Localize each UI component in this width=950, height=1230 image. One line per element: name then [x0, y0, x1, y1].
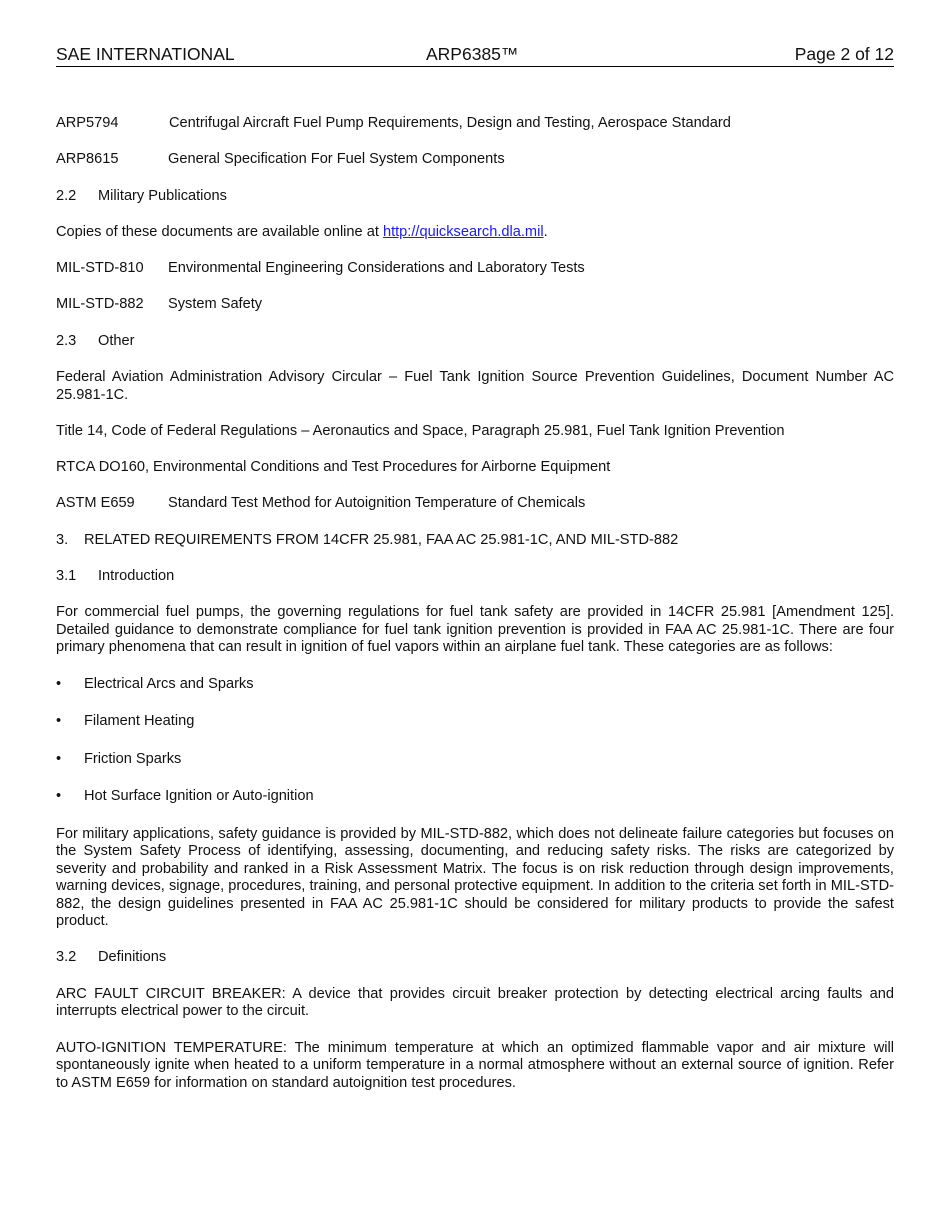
section-title: Introduction: [98, 568, 175, 585]
header-page-number: Page 2 of 12: [794, 44, 894, 64]
copies-prefix: Copies of these documents are available online at: [56, 223, 383, 240]
section-title: Military Publications: [98, 187, 227, 204]
reference-astm-e659: [56, 495, 894, 513]
reference-faa-advisory-circular: Federal Aviation Administration Advisory Circular – Fuel Tank Ignition Source Prevention Guidelines, Document Number AC 25.981-1C.: [56, 369, 894, 403]
reference-description: General Specification For Fuel System Components: [168, 151, 505, 168]
list-item: [56, 788, 894, 806]
section-heading-2-2: [56, 188, 894, 206]
list-item-text: Filament Heating: [84, 713, 195, 730]
reference-description: Centrifugal Aircraft Fuel Pump Requirements, Design and Testing, Aerospace Standard: [169, 115, 731, 131]
bullet-icon: •: [56, 750, 62, 767]
list-item: [56, 751, 894, 769]
section-heading-3-1: [56, 568, 894, 586]
military-applications-paragraph: For military applications, safety guidance is provided by MIL-STD-882, which does not delineate failure categories but focuses on the System Safety Process of identifying, assessing, documenting, and reducing safety risks. The risks are categorized by severity and probability and ranked in a Risk Assessment Matrix. The focus is on risk reduction through design improvements, warning devices, signage, procedures, training, and personal protective equipment. In addition to the criteria set forth in MIL-STD-882, the design guidelines presented in FAA AC 25.981-1C should be considered for military products to provide the safest product.: [56, 825, 894, 930]
reference-mil-std-810: [56, 260, 894, 278]
reference-code: ARP8615: [56, 151, 119, 168]
section-heading-2-3: [56, 333, 894, 351]
introduction-paragraph: For commercial fuel pumps, the governing regulations for fuel tank safety are provided in 14CFR 25.981 [Amendment 125]. Detailed guidance to demonstrate compliance for fuel tank ignition prevention is provided in FAA AC 25.981-1C. There are four primary phenomena that can result in ignition of fuel vapors within an airplane fuel tank. These categories are as follows:: [56, 604, 894, 656]
list-item-text: Electrical Arcs and Sparks: [84, 675, 254, 692]
definition-arc-fault-circuit-breaker: ARC FAULT CIRCUIT BREAKER: A device that provides circuit breaker protection by detecting electrical arcing faults and interrupts electrical power to the circuit.: [56, 985, 894, 1020]
list-item: [56, 713, 894, 731]
reference-code: ASTM E659: [56, 495, 135, 512]
section-heading-3: [56, 532, 894, 550]
section-number: 2.3: [56, 332, 77, 349]
reference-code: MIL-STD-810: [56, 260, 144, 277]
reference-description: System Safety: [168, 296, 263, 313]
page-header: [56, 44, 894, 67]
reference-description: Standard Test Method for Autoignition Temperature of Chemicals: [168, 495, 586, 512]
copies-availability: [56, 224, 894, 242]
reference-code: ARP5794: [56, 115, 119, 131]
section-title: Definitions: [98, 949, 167, 966]
list-item-text: Hot Surface Ignition or Auto-ignition: [84, 788, 314, 805]
section-title: Other: [98, 332, 135, 349]
reference-arp5794: [56, 115, 894, 133]
reference-arp8615: [56, 151, 894, 169]
ignition-phenomena-list: [56, 676, 894, 806]
section-number: 3.: [56, 531, 69, 548]
list-item: [56, 676, 894, 694]
reference-code: MIL-STD-882: [56, 296, 144, 313]
header-doc-id: ARP6385™: [426, 44, 519, 64]
bullet-icon: •: [56, 713, 62, 730]
section-number: 3.1: [56, 568, 77, 585]
reference-mil-std-882: [56, 296, 894, 314]
section-number: 3.2: [56, 949, 77, 966]
reference-title-14-cfr: Title 14, Code of Federal Regulations – Aeronautics and Space, Paragraph 25.981, Fuel Tank Ignition Prevention: [56, 422, 785, 439]
section-number: 2.2: [56, 187, 77, 204]
definition-auto-ignition-temperature: AUTO-IGNITION TEMPERATURE: The minimum temperature at which an optimized flammable vapor and air mixture will spontaneously ignite when heated to a uniform temperature in a normal atmosphere without an external source of ignition. Refer to ASTM E659 for information on standard autoignition test procedures.: [56, 1039, 894, 1091]
section-title: RELATED REQUIREMENTS FROM 14CFR 25.981, FAA AC 25.981-1C, AND MIL-STD-882: [84, 531, 679, 548]
document-body: [56, 115, 894, 1111]
reference-rtca-do160: RTCA DO160, Environmental Conditions and Test Procedures for Airborne Equipment: [56, 459, 611, 476]
copies-suffix: .: [543, 223, 548, 240]
section-heading-3-2: [56, 949, 894, 967]
header-org: SAE INTERNATIONAL: [56, 44, 235, 64]
bullet-icon: •: [56, 788, 62, 805]
bullet-icon: •: [56, 675, 62, 692]
list-item-text: Friction Sparks: [84, 750, 182, 767]
dla-quicksearch-link[interactable]: http://quicksearch.dla.mil: [382, 223, 544, 240]
reference-description: Environmental Engineering Considerations and Laboratory Tests: [168, 260, 585, 277]
